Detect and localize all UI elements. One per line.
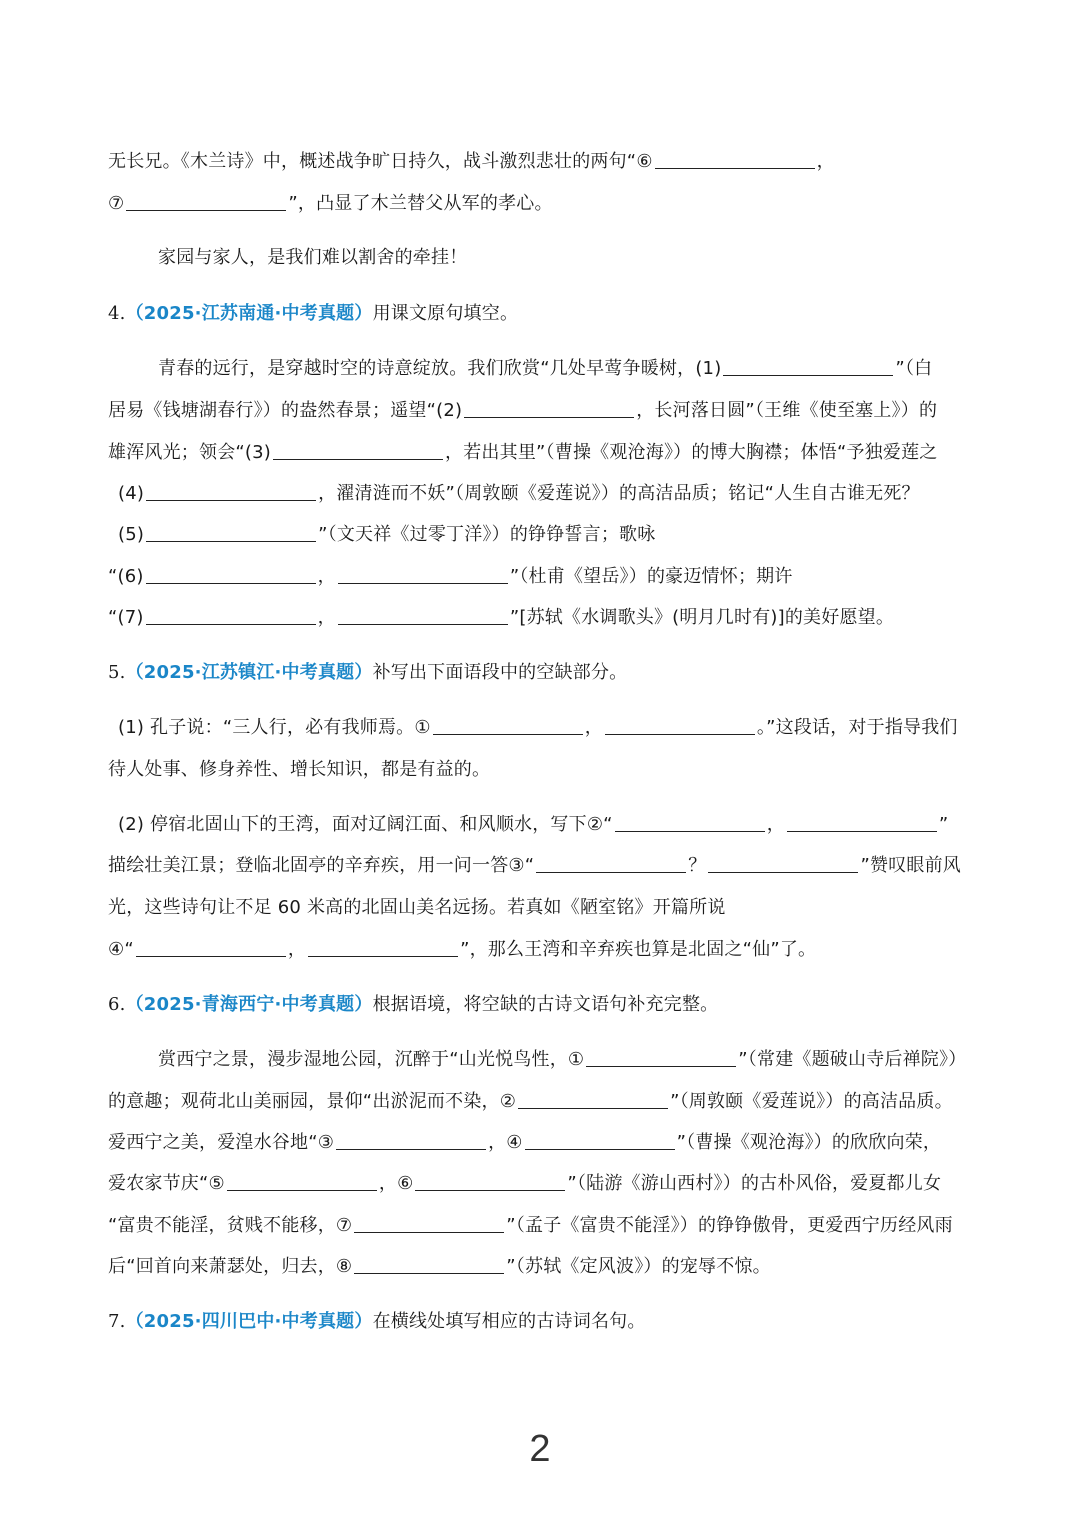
- answer-blank[interactable]: [146, 521, 316, 542]
- text: 描绘壮美江景；登临北固亭的辛弃疾，用一问一答③“: [108, 855, 535, 876]
- text: ”，那么王湾和辛弃疾也算是北固之“仙”了。: [460, 939, 817, 960]
- answer-blank[interactable]: [586, 1046, 736, 1067]
- answer-blank[interactable]: [723, 355, 893, 376]
- question-number: 7.: [108, 1311, 126, 1332]
- question-source: （2025·江苏南通·中考真题）: [125, 303, 373, 324]
- text: 光，这些诗句让不足 60 米高的北固山美名远扬。若真如《陋室铭》开篇所说: [108, 897, 726, 918]
- answer-blank[interactable]: [615, 811, 765, 832]
- text: ？: [688, 855, 707, 876]
- text: ”（陆游《游山西村》）的古朴风俗，爱夏都儿女: [567, 1173, 942, 1194]
- text: ，: [816, 151, 835, 172]
- text-line: [118, 521, 988, 549]
- text-line: [118, 714, 988, 742]
- text-line: [108, 604, 978, 632]
- text: ，长河落日圆”（王维《使至塞上》）的: [636, 400, 938, 421]
- text: ”（白: [895, 358, 933, 379]
- answer-blank[interactable]: [136, 936, 286, 957]
- answer-blank[interactable]: [308, 936, 458, 957]
- answer-blank[interactable]: [146, 480, 316, 501]
- text: ，④: [488, 1132, 523, 1153]
- question-header: [108, 991, 978, 1019]
- text: ⑦: [108, 193, 125, 214]
- answer-blank[interactable]: [464, 397, 634, 418]
- text-line: [108, 1129, 978, 1157]
- text-line: [108, 852, 978, 880]
- text: ”（文天祥《过零丁洋》）的铮铮誓言；歌咏: [318, 524, 656, 545]
- answer-blank[interactable]: [525, 1129, 675, 1150]
- text: (2) 停宿北固山下的王湾，面对辽阔江面、和风顺水，写下②“: [118, 814, 613, 835]
- text: ”[苏轼《水调歌头》(明月几时有)]的美好愿望。: [509, 607, 895, 628]
- text-line: [108, 563, 978, 591]
- question-source: （2025·江苏镇江·中考真题）: [125, 662, 373, 683]
- text: ，濯清涟而不妖”（周敦颐《爱莲说》）的高洁品质；铭记“人生自古谁无死？: [318, 483, 920, 504]
- text: (5): [118, 524, 145, 545]
- answer-blank[interactable]: [354, 1212, 504, 1233]
- text: 爱农家节庆“⑤: [108, 1173, 225, 1194]
- text-line: [108, 936, 978, 964]
- text-line: [108, 1170, 978, 1198]
- text: ，: [317, 607, 336, 628]
- text: ”，凸显了木兰替父从军的孝心。: [288, 193, 553, 214]
- text-line: [108, 894, 978, 922]
- text: ”（常建《题破山寺后禅院》）: [738, 1049, 967, 1070]
- text: ，: [287, 939, 307, 960]
- text: “(6): [108, 566, 144, 587]
- answer-blank[interactable]: [146, 563, 316, 584]
- text: ”赞叹眼前风: [860, 855, 961, 876]
- text: ，: [317, 566, 336, 587]
- answer-blank[interactable]: [146, 604, 316, 625]
- question-number: 4.: [108, 303, 126, 324]
- text-line: [108, 1212, 978, 1240]
- answer-blank[interactable]: [338, 563, 508, 584]
- text: (4): [118, 483, 145, 504]
- text-line: [108, 148, 978, 176]
- answer-blank[interactable]: [536, 852, 686, 873]
- question-prompt: 在横线处填写相应的古诗词名句。: [372, 1311, 646, 1332]
- text: 无长兄。《木兰诗》中，概述战争旷日持久，战斗激烈悲壮的两句“⑥: [108, 151, 653, 172]
- text: ，⑥: [378, 1173, 414, 1194]
- text: 赏西宁之景，漫步湿地公园，沉醉于“山光悦鸟性，①: [158, 1049, 585, 1070]
- answer-blank[interactable]: [126, 190, 286, 211]
- text: 雄浑风光；领会“(3): [108, 442, 272, 463]
- text-line: [118, 480, 988, 508]
- text: 青春的远行，是穿越时空的诗意绽放。我们欣赏“几处早莺争暖树，(1): [158, 358, 722, 379]
- text: 待人处事、修身养性、增长知识，都是有益的。: [108, 759, 491, 780]
- question-source: （2025·青海西宁·中考真题）: [125, 994, 373, 1015]
- answer-blank[interactable]: [338, 604, 508, 625]
- answer-blank[interactable]: [354, 1253, 504, 1274]
- question-prompt: 根据语境，将空缺的古诗文语句补充完整。: [372, 994, 719, 1015]
- answer-blank[interactable]: [787, 811, 937, 832]
- answer-blank[interactable]: [518, 1088, 668, 1109]
- answer-blank[interactable]: [655, 148, 815, 169]
- question-number: 5.: [108, 662, 126, 683]
- text: ”: [938, 814, 949, 835]
- text-line: [158, 355, 1028, 383]
- text: 的意趣；观荷北山美丽园，景仰“出淤泥而不染，②: [108, 1091, 517, 1112]
- text: “富贵不能淫，贫贱不能移，⑦: [108, 1215, 353, 1236]
- answer-blank[interactable]: [605, 714, 755, 735]
- answer-blank[interactable]: [336, 1129, 486, 1150]
- text: ”（杜甫《望岳》）的豪迈情怀；期许: [509, 566, 793, 587]
- text: ④“: [108, 939, 134, 960]
- answer-blank[interactable]: [415, 1170, 565, 1191]
- question-header: [108, 1308, 978, 1336]
- text: 爱西宁之美，爱湟水谷地“③: [108, 1132, 335, 1153]
- text: ”（曹操《观沧海》）的欣欣向荣，: [676, 1132, 942, 1153]
- question-header: [108, 300, 978, 328]
- text-line: [108, 439, 978, 467]
- text: ，: [584, 717, 603, 738]
- text: ”（苏轼《定风波》）的宠辱不惊。: [506, 1256, 771, 1277]
- answer-blank[interactable]: [433, 714, 583, 735]
- page-number: 2: [529, 1428, 551, 1470]
- text: (1) 孔子说：“三人行，必有我师焉。①: [118, 717, 431, 738]
- text: ，若出其里”（曹操《观沧海》）的博大胸襟；体悟“予独爱莲之: [445, 442, 938, 463]
- text: ，: [766, 814, 785, 835]
- text-line: [108, 756, 978, 784]
- text: 家园与家人，是我们难以割舍的牵挂！: [158, 247, 468, 268]
- text: ”（孟子《富贵不能淫》）的铮铮傲骨，更爱西宁历经风雨: [506, 1215, 953, 1236]
- text: 后“回首向来萧瑟处，归去，⑧: [108, 1256, 353, 1277]
- text-line: [108, 1253, 978, 1281]
- question-prompt: 补写出下面语段中的空缺部分。: [372, 662, 628, 683]
- text: ”（周敦颐《爱莲说》）的高洁品质。: [670, 1091, 953, 1112]
- answer-blank[interactable]: [273, 439, 443, 460]
- question-number: 6.: [108, 994, 126, 1015]
- text: “(7): [108, 607, 144, 628]
- question-header: [108, 659, 978, 687]
- text: 居易《钱塘湖春行》）的盎然春景；遥望“(2): [108, 400, 463, 421]
- text: 。”这段话，对于指导我们: [756, 717, 958, 738]
- text-line: [158, 1046, 1028, 1074]
- answer-blank[interactable]: [708, 852, 858, 873]
- answer-blank[interactable]: [227, 1170, 377, 1191]
- text-line: [108, 397, 978, 425]
- question-source: （2025·四川巴中·中考真题）: [125, 1311, 373, 1332]
- text-line: [118, 811, 988, 839]
- question-prompt: 用课文原句填空。: [372, 303, 519, 324]
- text-line: [158, 244, 1028, 272]
- text-line: [108, 190, 978, 218]
- text-line: [108, 1088, 978, 1116]
